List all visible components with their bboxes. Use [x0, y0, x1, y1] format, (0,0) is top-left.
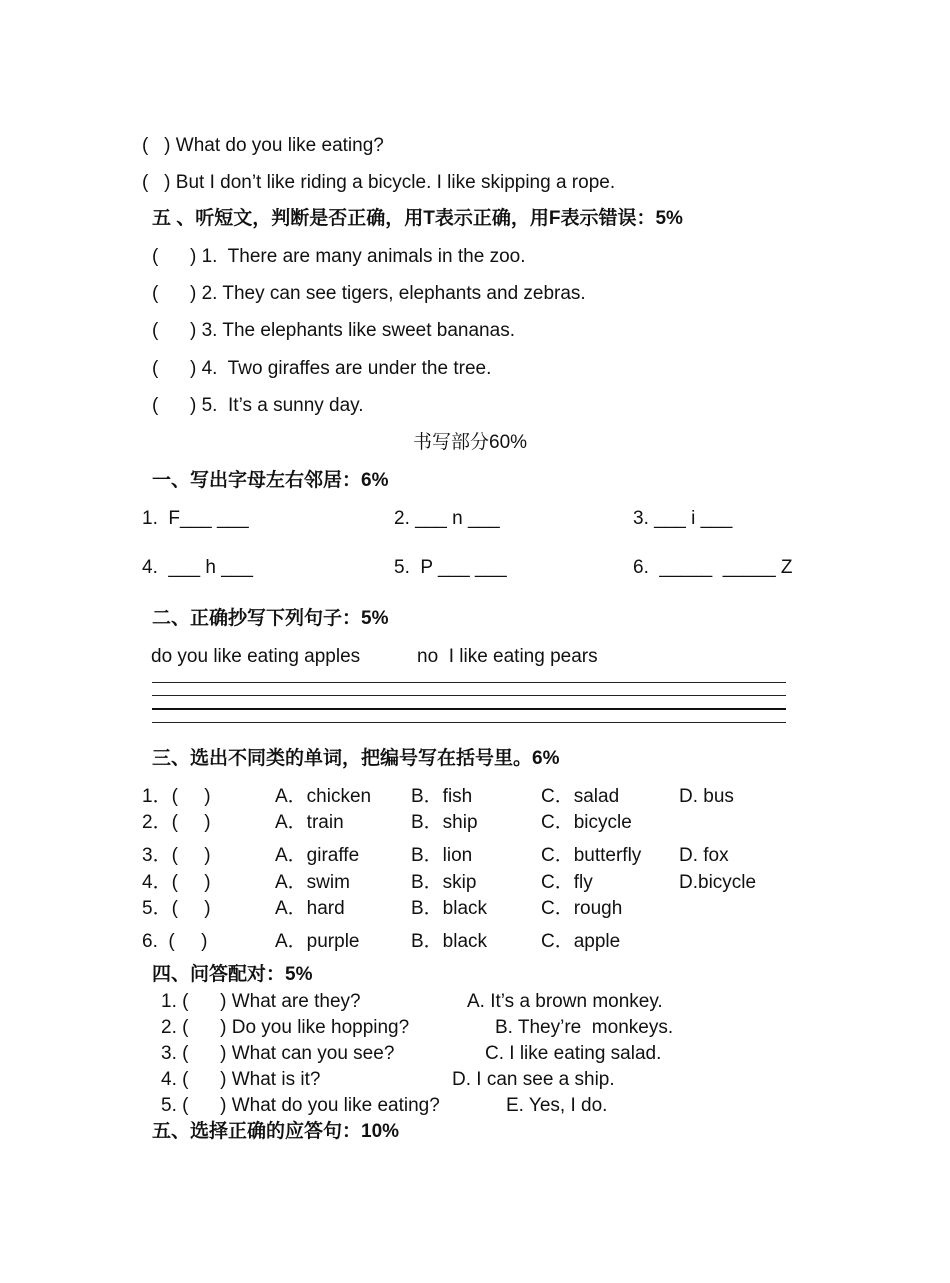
true-false-item: ( ) 5. It’s a sunny day. [152, 395, 364, 416]
choice-option: B．black [411, 931, 488, 952]
match-question: 5. ( ) What do you like eating? [161, 1095, 440, 1116]
match-question: 4. ( ) What is it? [161, 1069, 321, 1090]
choice-option: D. fox [679, 845, 729, 866]
letter-item: 2. ___ n ___ [394, 508, 500, 529]
match-question: 1. ( ) What are they? [161, 991, 361, 1012]
section-title: 一、写出字母左右邻居：6% [152, 470, 389, 491]
choice-number: 2．( ) [142, 812, 211, 833]
choice-option: C．rough [541, 898, 623, 919]
true-false-item: ( ) 1. There are many animals in the zoo. [152, 246, 526, 267]
choice-option: B．skip [411, 872, 477, 893]
writing-line [152, 722, 786, 723]
choice-option: B．black [411, 898, 488, 919]
choice-option: C．bicycle [541, 812, 632, 833]
match-answer: C. I like eating salad. [485, 1043, 662, 1064]
choice-option: A．swim [275, 872, 350, 893]
writing-line [152, 708, 786, 710]
question-line: ( ) But I don’t like riding a bicycle. I like skipping a rope. [142, 172, 616, 193]
section-title: 四、问答配对：5% [152, 964, 313, 985]
choice-number: 1．( ) [142, 786, 211, 807]
choice-option: C．apple [541, 931, 621, 952]
choice-option: C．fly [541, 872, 593, 893]
choice-number: 5．( ) [142, 898, 211, 919]
true-false-item: ( ) 4. Two giraffes are under the tree. [152, 358, 492, 379]
letter-item: 4. ___ h ___ [142, 557, 253, 578]
part-title: 书写部分60% [413, 432, 528, 453]
writing-line [152, 682, 786, 683]
true-false-item: ( ) 3. The elephants like sweet bananas. [152, 320, 515, 341]
letter-item: 1. F___ ___ [142, 508, 249, 529]
choice-option: A．hard [275, 898, 345, 919]
letter-item: 3. ___ i ___ [633, 508, 733, 529]
true-false-item: ( ) 2. They can see tigers, elephants and zebras. [152, 283, 586, 304]
choice-option: B．ship [411, 812, 478, 833]
choice-option: B．lion [411, 845, 473, 866]
choice-option: C．salad [541, 786, 620, 807]
match-answer: A. It’s a brown monkey. [467, 991, 663, 1012]
copy-sentence: no I like eating pears [417, 646, 598, 667]
choice-option: A．purple [275, 931, 360, 952]
choice-option: C．butterfly [541, 845, 642, 866]
match-question: 2. ( ) Do you like hopping? [161, 1017, 410, 1038]
choice-option: D. bus [679, 786, 734, 807]
writing-line [152, 695, 786, 696]
section-title: 五、选择正确的应答句：10% [152, 1121, 400, 1142]
section-title: 三、选出不同类的单词，把编号写在括号里。6% [152, 748, 560, 769]
choice-number: 4．( ) [142, 872, 211, 893]
match-answer: B. They’re monkeys. [495, 1017, 674, 1038]
choice-option: A．train [275, 812, 344, 833]
letter-item: 5. P ___ ___ [394, 557, 507, 578]
match-answer: D. I can see a ship. [452, 1069, 615, 1090]
section-title: 二、正确抄写下列句子：5% [152, 608, 389, 629]
letter-item: 6. _____ _____ Z [633, 557, 793, 578]
choice-option: A．chicken [275, 786, 372, 807]
match-question: 3. ( ) What can you see? [161, 1043, 395, 1064]
choice-option: D.bicycle [679, 872, 757, 893]
section-title: 五 、听短文，判断是否正确，用T表示正确，用F表示错误：5% [152, 208, 683, 229]
match-answer: E. Yes, I do. [506, 1095, 608, 1116]
copy-sentence: do you like eating apples [151, 646, 361, 667]
choice-option: A．giraffe [275, 845, 360, 866]
choice-number: 6. ( ) [142, 931, 208, 952]
question-line: ( ) What do you like eating? [142, 135, 384, 156]
choice-number: 3．( ) [142, 845, 211, 866]
choice-option: B．fish [411, 786, 473, 807]
